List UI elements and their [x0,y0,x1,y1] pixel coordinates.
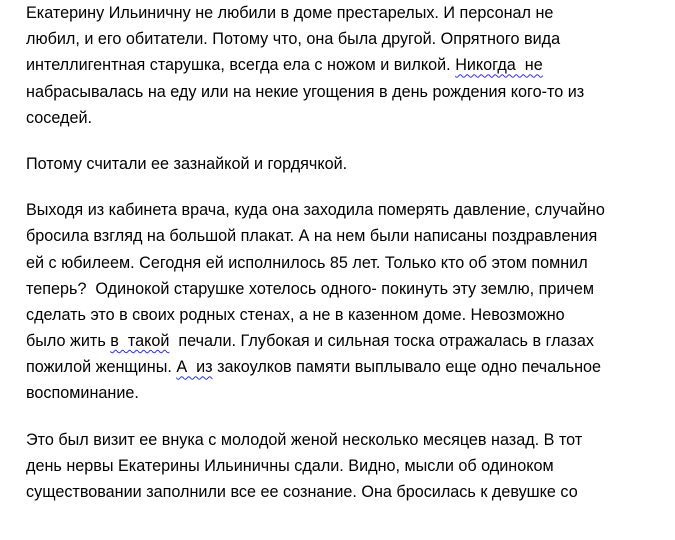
text-line [26,52,666,78]
paragraph-3 [26,197,666,407]
text-line: Выходя из кабинета врача, куда она заходила померять давление, случайно [26,201,605,220]
text-run: закоулков памяти выплывало еще одно печальное [212,358,602,377]
document-page [26,0,666,505]
text-line: набрасывалась на еду или на некие угощения в день рождения кого-то из [26,82,585,101]
text-run: пожилой женщины. [26,358,177,377]
text-line: Потому считали ее зазнайкой и гордячкой. [26,154,348,173]
text-run: интеллигентная старушка, всегда ела с ножом и вилкой. [26,56,456,75]
text-line: любил, и его обитатели. Потому что, она была другой. Опрятного вида [26,30,561,49]
text-line: Екатерину Ильиничну не любили в доме престарелых. И персонал не [26,4,554,22]
paragraph-4 [26,427,666,506]
spellcheck-flag[interactable]: А из [176,358,213,377]
text-line: день нервы Екатерины Ильиничны сдали. Видно, мысли об одиноком [26,456,554,475]
paragraph-2 [26,151,666,177]
text-line: бросила взгляд на большой плакат. А на нем были написаны поздравления [26,227,598,246]
text-line: Это был визит ее внука с молодой женой несколько месяцев назад. В тот [26,430,583,449]
text-run: печали. Глубокая и сильная тоска отражалась в глазах [169,332,594,351]
text-line: теперь? Одинокой старушке хотелось одного- покинуть эту землю, причем [26,279,594,298]
spellcheck-flag[interactable]: Никогда не [455,56,543,75]
text-line: сделать это в своих родных стенах, а не в казенном доме. Невозможно [26,305,565,324]
paragraph-spacing [26,131,666,151]
text-line: существовании заполнили все ее сознание. Она бросилась к девушке со [26,483,578,501]
paragraph-1 [26,0,666,131]
paragraph-spacing [26,177,666,197]
text-line: ей с юбилеем. Сегодня ей исполнилось 85 лет. Только кто об этом помнил [26,253,588,272]
text-line: воспоминание. [26,384,139,403]
text-line: соседей. [26,108,93,127]
text-line [26,354,666,380]
spellcheck-flag[interactable]: в такой [110,332,170,351]
paragraph-spacing [26,407,666,427]
text-run: было жить [26,332,111,351]
text-line [26,328,666,354]
